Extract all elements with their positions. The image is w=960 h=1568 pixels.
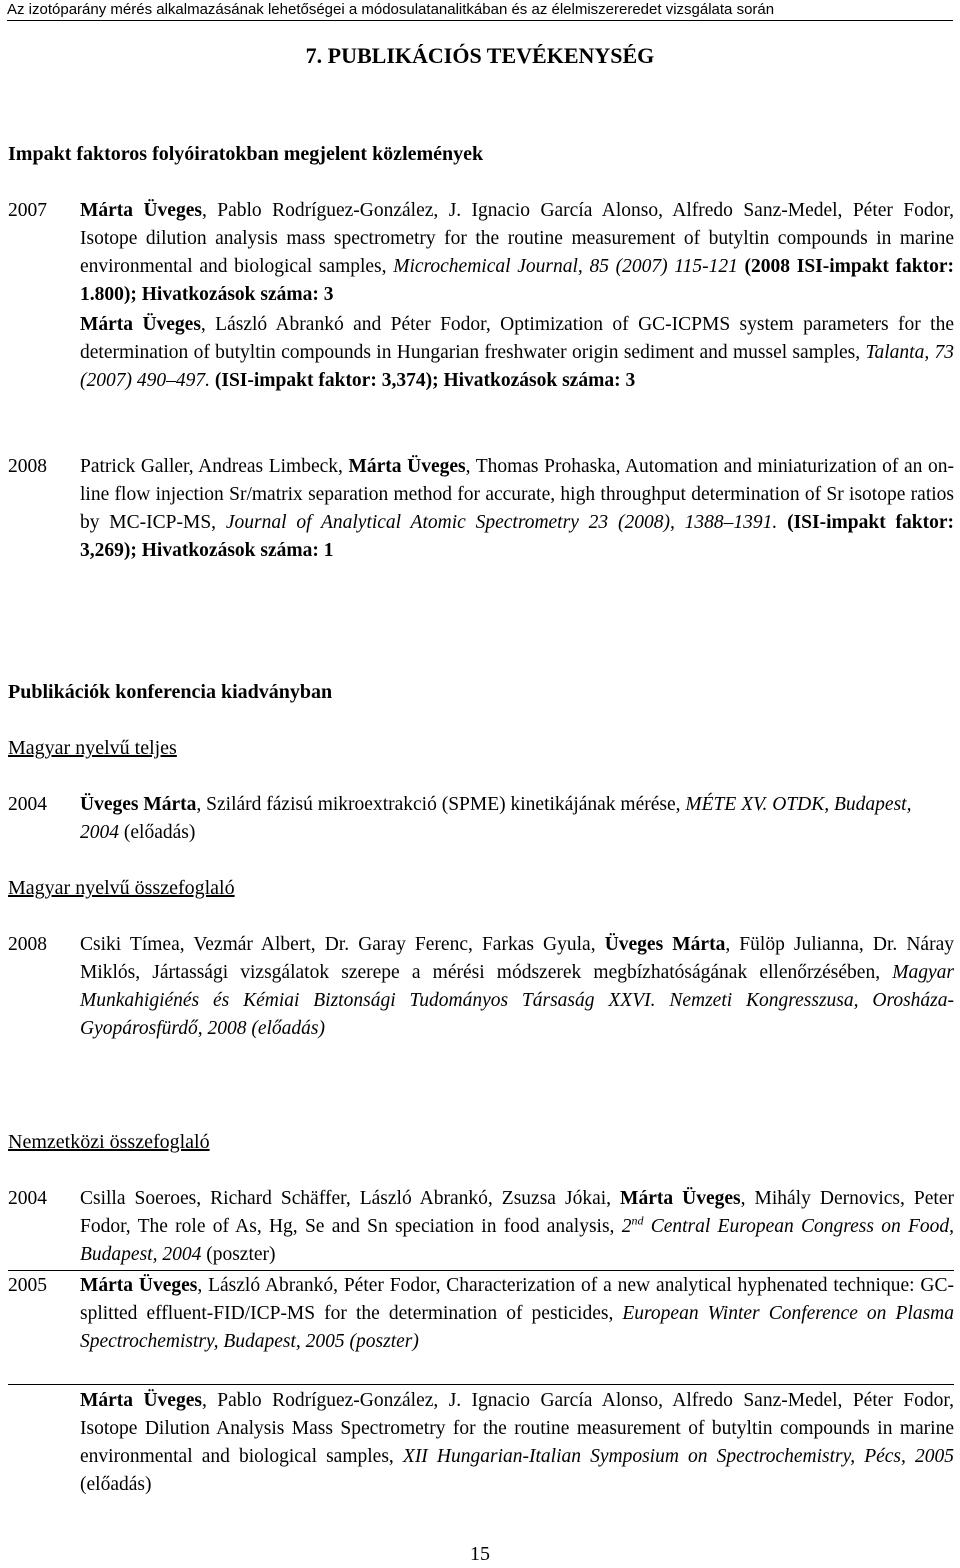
entry-year: 2004: [8, 794, 47, 815]
entry-body: [80, 453, 954, 567]
journal-name: Journal of Analytical Atomic Spectrometry 23 (2008), 1388–1391.: [225, 512, 778, 533]
venue-name: Central European Congress on Food, Budapest, 2004: [80, 1216, 954, 1265]
author-highlight: Üveges Márta: [80, 794, 197, 815]
author-highlight: Márta Üveges: [348, 456, 466, 477]
chapter-title: 7. PUBLIKÁCIÓS TEVÉKENYSÉG: [305, 43, 655, 68]
citation-text: , Mihály Dernovics, Peter Fodor, The role of As, Hg, Se and Sn speciation in food analysis,: [80, 1188, 954, 1237]
section-title: Impakt faktoros folyóiratokban megjelent közlemények: [8, 143, 484, 165]
venue-name: European Winter Conference on Plasma Spectrochemistry, Budapest, 2005 (poszter): [80, 1303, 954, 1352]
separator-rule: [8, 1384, 954, 1385]
subsection-nemzetkozi: [8, 1128, 954, 1157]
impact-factor: (2008 ISI-impakt faktor: 1.800); Hivatkozások száma: 3: [80, 256, 955, 305]
entry-nemzetkozi-2005b: [8, 1387, 954, 1499]
entry-body: [80, 1272, 954, 1356]
publication-item: [80, 453, 954, 565]
venue-name: MÉTE XV. OTDK, Budapest, 2004: [80, 794, 912, 843]
section-impakt-title: [8, 140, 954, 169]
citation-text: , László Abrankó and Péter Fodor, Optimization of GC-ICPMS system parameters for the determination of butyltin compounds in Hungarian freshwater origin sediment and mussel samples,: [80, 314, 954, 363]
author-highlight: Márta Üveges: [80, 200, 202, 221]
subsection-title: Magyar nyelvű összefoglaló: [8, 877, 235, 899]
citation-text: , László Abrankó, Péter Fodor, Characterization of a new analytical hyphenated technique: GC-splitted effluent-FID/ICP-MS for the determination of pesticides,: [80, 1275, 954, 1324]
author-highlight: Márta Üveges: [80, 314, 201, 335]
citation-text: , Fülöp Julianna, Dr. Náray Miklós, Jártassági vizsgálatok szerepe a mérési módszerek megbízhatóságának ellenőrzésében,: [80, 934, 954, 983]
entry-nemzetkozi-2005: [8, 1272, 954, 1356]
subsection-title: Magyar nyelvű teljes: [8, 737, 177, 759]
subsection-magyar-osszefoglalo: [8, 874, 954, 903]
journal-name: Talanta, 73 (2007) 490–497.: [80, 342, 954, 391]
author-highlight: Márta Üveges: [80, 1275, 198, 1296]
entry-body: [80, 791, 954, 847]
impact-factor: (ISI-impakt faktor: 3,269); Hivatkozások száma: 1: [80, 512, 954, 561]
venue-name: XII Hungarian-Italian Symposium on Spectrochemistry, Pécs, 2005: [402, 1446, 954, 1467]
publication-item: [80, 197, 954, 309]
entry-body: [80, 1387, 954, 1499]
entry-body: [80, 197, 954, 397]
subsection-magyar-teljes: [8, 734, 954, 763]
presentation-type: (előadás): [80, 1474, 152, 1495]
citation-text: , Thomas Prohaska, Automation and miniaturization of an on-line flow injection Sr/matrix separation method for accurate, high throughput determination of Sr isotope ratios by MC-ICP-MS,: [80, 456, 954, 533]
entry-year: 2004: [8, 1188, 47, 1209]
entry-2007: [8, 197, 954, 397]
section-title: Publikációk konferencia kiadványban: [8, 681, 333, 703]
author-highlight: Üveges Márta: [604, 934, 726, 955]
publication-item: [80, 311, 954, 395]
running-header: Az izotóparány mérés alkalmazásának lehetőségei a módosulatanalitkában és az élelmiszereredet vizsgálata során: [7, 0, 953, 21]
journal-name: Microchemical Journal, 85 (2007) 115-121: [393, 256, 738, 277]
entry-body: [80, 1185, 954, 1269]
entry-body: [80, 931, 954, 1043]
author-highlight: Márta Üveges: [620, 1188, 741, 1209]
entry-year: 2007: [8, 200, 47, 221]
page-number: 15: [470, 1543, 490, 1565]
entry-year: 2008: [8, 456, 47, 477]
author-highlight: Márta Üveges: [80, 1390, 202, 1411]
citation-text: , Szilárd fázisú mikroextrakció (SPME) kinetikájának mérése,: [196, 794, 686, 815]
entry-magyar-teljes: [8, 791, 954, 847]
presentation-type: (előadás): [119, 822, 196, 843]
entry-year-empty: [8, 1387, 80, 1499]
entry-magyar-osszefoglalo: [8, 931, 954, 1043]
entry-year: 2005: [8, 1275, 47, 1296]
section-konferencia-title: [8, 678, 954, 707]
citation-text: Csilla Soeroes, Richard Schäffer, László Abrankó, Zsuzsa Jókai,: [80, 1188, 621, 1209]
separator-rule: [8, 1270, 954, 1271]
venue-name: Magyar Munkahigiénés és Kémiai Biztonsági Tudományos Társaság XXVI. Nemzeti Kongresszusa, Orosháza-Gyopárosfürdő, 2008 (előadás): [80, 962, 954, 1039]
citation-text: Csiki Tímea, Vezmár Albert, Dr. Garay Ferenc, Farkas Gyula,: [80, 934, 605, 955]
entry-nemzetkozi-2004: [8, 1185, 954, 1269]
entry-2008: [8, 453, 954, 567]
entry-year: 2008: [8, 934, 47, 955]
citation-text: , Pablo Rodríguez-González, J. Ignacio García Alonso, Alfredo Sanz-Medel, Péter Fodor, Isotope dilution analysis mass spectrometry for the routine measurement of butyltin compounds in marine environmental and biological samples,: [80, 200, 954, 277]
citation-text: , Pablo Rodríguez-González, J. Ignacio García Alonso, Alfredo Sanz-Medel, Péter Fodor, Isotope Dilution Analysis Mass Spectrometry for the routine measurement of butyltin compounds in marine environmental and biological samples,: [80, 1390, 954, 1467]
venue-superscript: nd: [631, 1213, 644, 1228]
subsection-title: Nemzetközi összefoglaló: [8, 1131, 210, 1153]
presentation-type: (poszter): [201, 1244, 276, 1265]
venue-name: 2: [621, 1216, 632, 1237]
citation-text: Patrick Galler, Andreas Limbeck,: [80, 456, 349, 477]
impact-factor: (ISI-impakt faktor: 3,374); Hivatkozások száma: 3: [210, 370, 636, 391]
